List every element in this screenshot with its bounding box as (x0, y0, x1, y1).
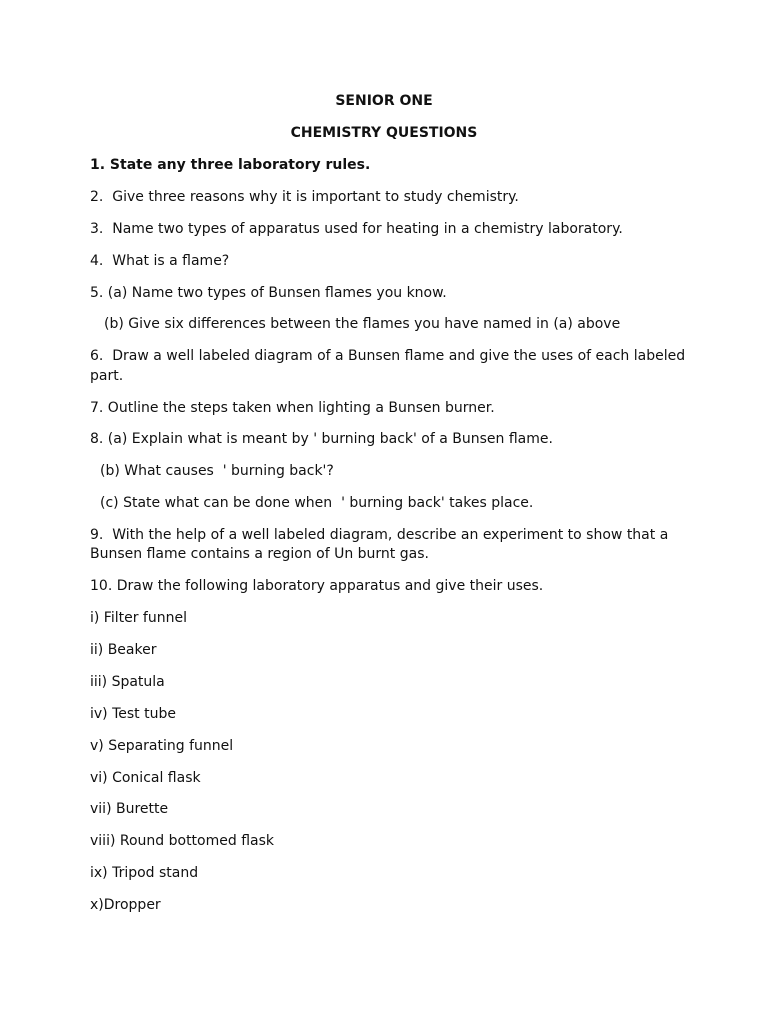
apparatus-item-separating-funnel: v) Separating funnel (90, 738, 234, 754)
question-3: 3. Name two types of apparatus used for heating in a chemistry laboratory. (90, 221, 623, 237)
question-7: 7. Outline the steps taken when lighting a Bunsen burner. (90, 400, 495, 416)
question-6-line-1: 6. Draw a well labeled diagram of a Bunsen flame and give the uses of each labeled (90, 348, 686, 364)
question-10: 10. Draw the following laboratory apparatus and give their uses. (90, 578, 544, 594)
question-6-line-2: part. (90, 368, 124, 384)
question-8b: (b) What causes ' burning back'? (100, 463, 334, 479)
apparatus-item-conical-flask: vi) Conical flask (90, 770, 201, 786)
apparatus-item-spatula: iii) Spatula (90, 674, 165, 690)
apparatus-item-round-bottomed-flask: viii) Round bottomed flask (90, 833, 274, 849)
apparatus-item-beaker: ii) Beaker (90, 642, 157, 658)
apparatus-item-tripod-stand: ix) Tripod stand (90, 865, 199, 881)
apparatus-item-test-tube: iv) Test tube (90, 706, 176, 722)
question-8c: (c) State what can be done when ' burning back' takes place. (100, 495, 534, 511)
question-9-line-1: 9. With the help of a well labeled diagram, describe an experiment to show that a (90, 527, 669, 543)
document-title: CHEMISTRY QUESTIONS (290, 125, 478, 141)
question-1: 1. State any three laboratory rules. (90, 157, 371, 173)
question-9-line-2: Bunsen flame contains a region of Un burnt gas. (90, 546, 429, 562)
question-8a: 8. (a) Explain what is meant by ' burning back' of a Bunsen flame. (90, 431, 553, 447)
apparatus-item-filter-funnel: i) Filter funnel (90, 610, 187, 626)
question-4: 4. What is a flame? (90, 253, 230, 269)
document-level-heading: SENIOR ONE (335, 93, 433, 109)
apparatus-item-dropper: x)Dropper (90, 897, 161, 913)
apparatus-item-burette: vii) Burette (90, 801, 169, 817)
question-2: 2. Give three reasons why it is important to study chemistry. (90, 189, 519, 205)
question-5b: (b) Give six differences between the flames you have named in (a) above (104, 316, 621, 332)
question-5a: 5. (a) Name two types of Bunsen flames you know. (90, 285, 447, 301)
